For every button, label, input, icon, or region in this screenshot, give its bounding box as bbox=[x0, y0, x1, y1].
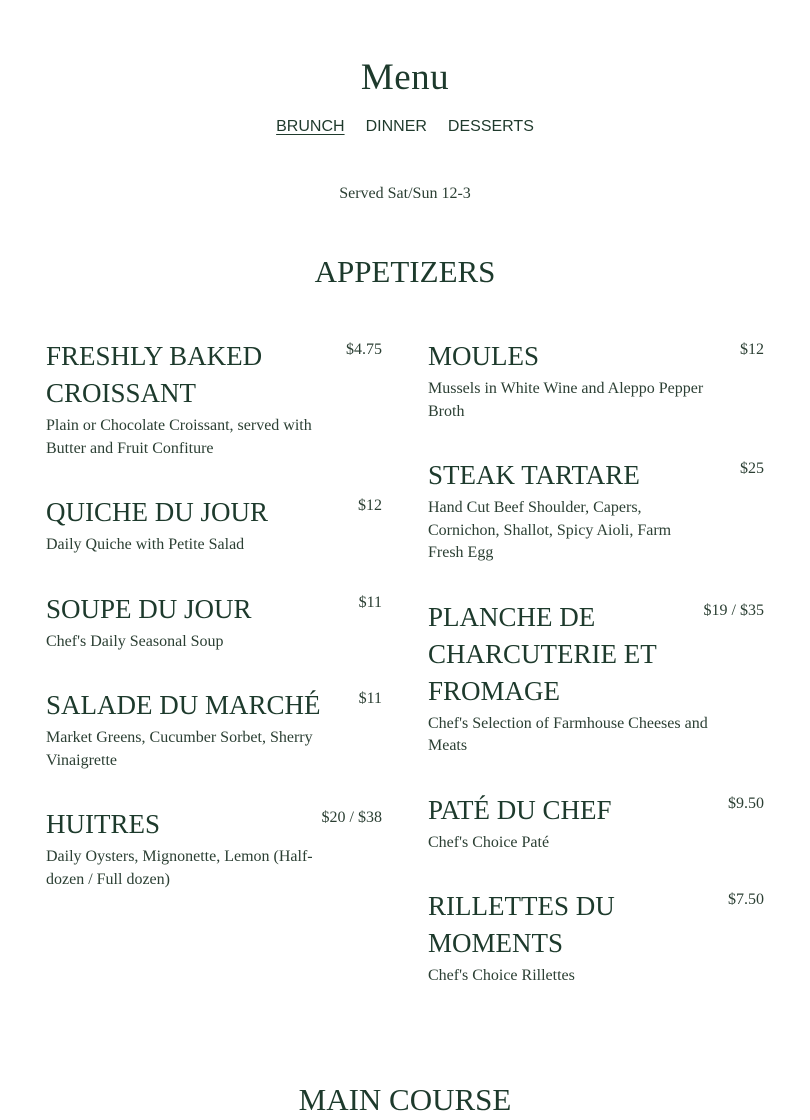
item-description: Chef's Choice Paté bbox=[428, 833, 550, 851]
item-name: SOUPE DU JOUR bbox=[46, 593, 252, 624]
menu-column-right bbox=[428, 338, 764, 1022]
item-price: $12 bbox=[358, 497, 382, 514]
menu-item bbox=[46, 494, 382, 557]
item-name: PLANCHE DE CHARCUTERIE ET FROMAGE bbox=[428, 601, 657, 706]
menu-item bbox=[46, 806, 382, 891]
item-description: Market Greens, Cucumber Sorbet, Sherry Vinaigrette bbox=[46, 729, 313, 769]
item-name: STEAK TARTARE bbox=[428, 460, 640, 490]
item-name: FRESHLY BAKED CROISSANT bbox=[46, 341, 263, 408]
tab-desserts[interactable]: DESSERTS bbox=[447, 118, 534, 135]
served-hours: Served Sat/Sun 12-3 bbox=[339, 185, 471, 202]
item-description: Daily Quiche with Petite Salad bbox=[46, 536, 245, 553]
menu-item bbox=[428, 792, 764, 855]
item-price: $25 bbox=[740, 460, 764, 477]
item-name: MOULES bbox=[428, 341, 540, 371]
menu-item bbox=[428, 457, 764, 565]
menu-item bbox=[428, 599, 764, 758]
item-description: Chef's Selection of Farmhouse Cheeses and Meats bbox=[428, 714, 708, 754]
item-name: SALADE DU MARCHÉ bbox=[46, 690, 321, 720]
item-price: $9.50 bbox=[728, 794, 764, 812]
item-price: $4.75 bbox=[346, 341, 382, 358]
page-title: Menu bbox=[360, 57, 450, 98]
item-price: $11 bbox=[358, 593, 382, 611]
menu-item bbox=[46, 591, 382, 654]
tab-brunch[interactable]: BRUNCH bbox=[276, 118, 345, 135]
menu-column-left bbox=[46, 338, 382, 925]
menu-tabs bbox=[0, 117, 810, 137]
item-name: HUITRES bbox=[46, 809, 160, 839]
item-description: Chef's Choice Rillettes bbox=[428, 967, 575, 984]
menu-item bbox=[46, 338, 382, 460]
tab-dinner[interactable]: DINNER bbox=[365, 118, 427, 135]
item-price: $7.50 bbox=[728, 891, 764, 908]
item-name: QUICHE DU JOUR bbox=[46, 497, 268, 527]
item-description: Mussels in White Wine and Aleppo Pepper Broth bbox=[428, 380, 704, 420]
item-price: $11 bbox=[358, 690, 382, 707]
menu-item bbox=[46, 687, 382, 772]
item-name: PATÉ DU CHEF bbox=[428, 794, 612, 825]
menu-item bbox=[428, 338, 764, 423]
item-description: Chef's Daily Seasonal Soup bbox=[46, 632, 224, 650]
item-price: $12 bbox=[740, 341, 764, 358]
item-price: $20 / $38 bbox=[321, 809, 382, 826]
item-name: RILLETTES DU MOMENTS bbox=[428, 891, 615, 958]
item-description: Hand Cut Beef Shoulder, Capers, Cornichon, Shallot, Spicy Aioli, Farm Fresh Egg bbox=[428, 499, 672, 561]
menu-item bbox=[428, 888, 764, 988]
section-title-appetizers: APPETIZERS bbox=[314, 254, 496, 289]
section-title-main-course: MAIN COURSE bbox=[298, 1082, 512, 1117]
item-price: $19 / $35 bbox=[703, 601, 764, 619]
item-description: Plain or Chocolate Croissant, served with Butter and Fruit Confiture bbox=[46, 417, 312, 457]
item-description: Daily Oysters, Mignonette, Lemon (Half-dozen / Full dozen) bbox=[46, 848, 313, 888]
